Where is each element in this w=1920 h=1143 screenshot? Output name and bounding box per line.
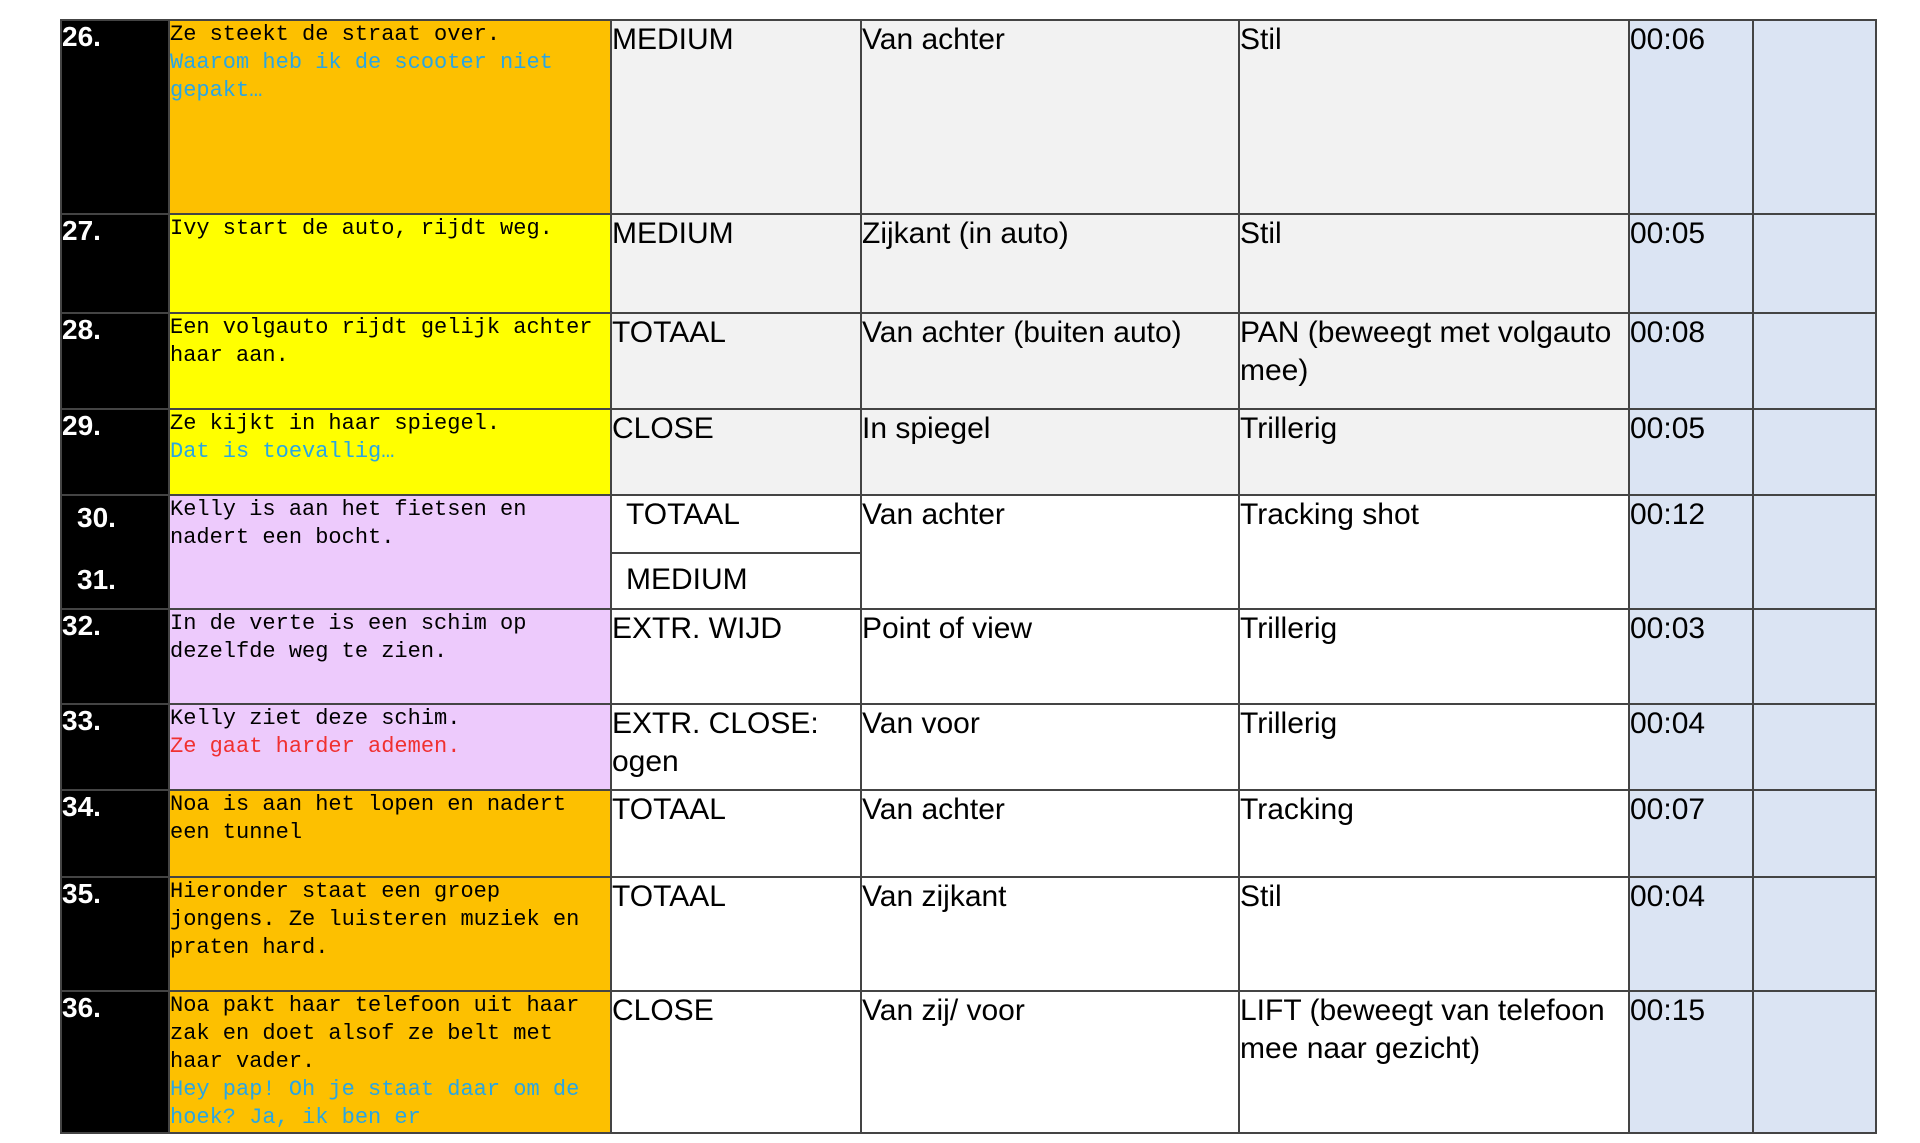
empty-cell xyxy=(1753,313,1876,409)
storyboard-table xyxy=(60,19,1877,1134)
description-line: Een volgauto rijdt gelijk achter haar aan. xyxy=(170,315,606,368)
camera-movement: Trillerig xyxy=(1239,409,1629,495)
description-line: Kelly is aan het fietsen en nadert een bocht. xyxy=(170,497,540,550)
empty-cell xyxy=(1753,877,1876,991)
camera-movement: Stil xyxy=(1239,20,1629,214)
empty-cell xyxy=(1753,790,1876,877)
table-row xyxy=(61,991,1876,1133)
shot-size: TOTAAL xyxy=(611,877,861,991)
shot-size-group xyxy=(611,495,861,609)
camera-angle: Van voor xyxy=(861,704,1239,790)
shot-size: EXTR. CLOSE: ogen xyxy=(611,704,861,790)
camera-movement: Stil xyxy=(1239,877,1629,991)
shot-number: 34. xyxy=(61,790,169,877)
camera-angle: Zijkant (in auto) xyxy=(861,214,1239,313)
shot-number: 28. xyxy=(61,313,169,409)
shot-number: 33. xyxy=(61,704,169,790)
shot-duration: 00:04 xyxy=(1629,877,1753,991)
camera-movement: PAN (beweegt met volgauto mee) xyxy=(1239,313,1629,409)
table-row xyxy=(61,495,1876,609)
camera-angle: Van achter xyxy=(861,790,1239,877)
table-row xyxy=(61,790,1876,877)
description-line: Ze steekt de straat over. xyxy=(170,22,501,47)
table-row xyxy=(61,704,1876,790)
shot-duration: 00:04 xyxy=(1629,704,1753,790)
shot-duration: 00:08 xyxy=(1629,313,1753,409)
shot-description xyxy=(169,877,611,991)
shot-size: CLOSE xyxy=(611,409,861,495)
empty-cell xyxy=(1753,609,1876,704)
camera-angle: Van achter (buiten auto) xyxy=(861,313,1239,409)
shot-description xyxy=(169,313,611,409)
shot-number: 27. xyxy=(61,214,169,313)
shot-duration: 00:15 xyxy=(1629,991,1753,1133)
shot-number: 31. xyxy=(77,564,116,595)
shot-size: MEDIUM xyxy=(611,20,861,214)
shot-size: TOTAAL xyxy=(612,496,860,554)
description-line: Ze kijkt in haar spiegel. xyxy=(170,411,501,436)
shot-description xyxy=(169,991,611,1133)
camera-movement: LIFT (beweegt van telefoon mee naar gezicht) xyxy=(1239,991,1629,1133)
shot-number: 29. xyxy=(61,409,169,495)
description-line: Hieronder staat een groep jongens. Ze luisteren muziek en praten hard. xyxy=(170,879,593,960)
camera-angle: Van achter xyxy=(861,495,1239,609)
shot-list-sheet xyxy=(60,19,1877,1134)
description-line: In de verte is een schim op dezelfde weg te zien. xyxy=(170,611,540,664)
empty-cell xyxy=(1753,409,1876,495)
shot-duration: 00:06 xyxy=(1629,20,1753,214)
table-row xyxy=(61,313,1876,409)
description-line: Ivy start de auto, rijdt weg. xyxy=(170,216,553,241)
table-row xyxy=(61,214,1876,313)
camera-movement: Stil xyxy=(1239,214,1629,313)
shot-size: TOTAAL xyxy=(611,790,861,877)
shot-description xyxy=(169,495,611,609)
description-line: Kelly ziet deze schim. xyxy=(170,706,461,731)
shot-size: MEDIUM xyxy=(626,563,748,596)
table-row xyxy=(61,609,1876,704)
shot-duration: 00:05 xyxy=(1629,409,1753,495)
table-row xyxy=(61,20,1876,214)
empty-cell xyxy=(1753,495,1876,609)
shot-number: 35. xyxy=(61,877,169,991)
camera-angle: Van zij/ voor xyxy=(861,991,1239,1133)
shot-size: TOTAAL xyxy=(611,313,861,409)
table-row xyxy=(61,877,1876,991)
shot-size: CLOSE xyxy=(611,991,861,1133)
empty-cell xyxy=(1753,20,1876,214)
dialogue-line: Dat is toevallig… xyxy=(170,439,395,464)
shot-description xyxy=(169,409,611,495)
dialogue-line: Hey pap! Oh je staat daar om de hoek? Ja, ik ben er xyxy=(170,1077,593,1130)
description-line: Noa is aan het lopen en nadert een tunnel xyxy=(170,792,580,845)
camera-movement: Trillerig xyxy=(1239,609,1629,704)
shot-number: 30. xyxy=(77,502,116,533)
empty-cell xyxy=(1753,991,1876,1133)
camera-movement: Trillerig xyxy=(1239,704,1629,790)
shot-description xyxy=(169,609,611,704)
shot-number: 32. xyxy=(61,609,169,704)
shot-number: 26. xyxy=(61,20,169,214)
camera-movement: Tracking xyxy=(1239,790,1629,877)
camera-angle: In spiegel xyxy=(861,409,1239,495)
shot-size: EXTR. WIJD xyxy=(611,609,861,704)
camera-angle: Van zijkant xyxy=(861,877,1239,991)
shot-description xyxy=(169,214,611,313)
camera-angle: Van achter xyxy=(861,20,1239,214)
shot-description xyxy=(169,20,611,214)
shot-number-group xyxy=(61,495,169,609)
shot-duration: 00:07 xyxy=(1629,790,1753,877)
shot-number: 36. xyxy=(61,991,169,1133)
empty-cell xyxy=(1753,704,1876,790)
camera-movement: Tracking shot xyxy=(1239,495,1629,609)
empty-cell xyxy=(1753,214,1876,313)
shot-duration: 00:03 xyxy=(1629,609,1753,704)
shot-duration: 00:12 xyxy=(1629,495,1753,609)
table-row xyxy=(61,409,1876,495)
description-line: Noa pakt haar telefoon uit haar zak en doet alsof ze belt met haar vader. xyxy=(170,993,593,1074)
camera-angle: Point of view xyxy=(861,609,1239,704)
shot-duration: 00:05 xyxy=(1629,214,1753,313)
dialogue-line: Waarom heb ik de scooter niet gepakt… xyxy=(170,50,567,103)
action-line: Ze gaat harder ademen. xyxy=(170,734,461,759)
shot-description xyxy=(169,704,611,790)
shot-description xyxy=(169,790,611,877)
shot-size: MEDIUM xyxy=(611,214,861,313)
